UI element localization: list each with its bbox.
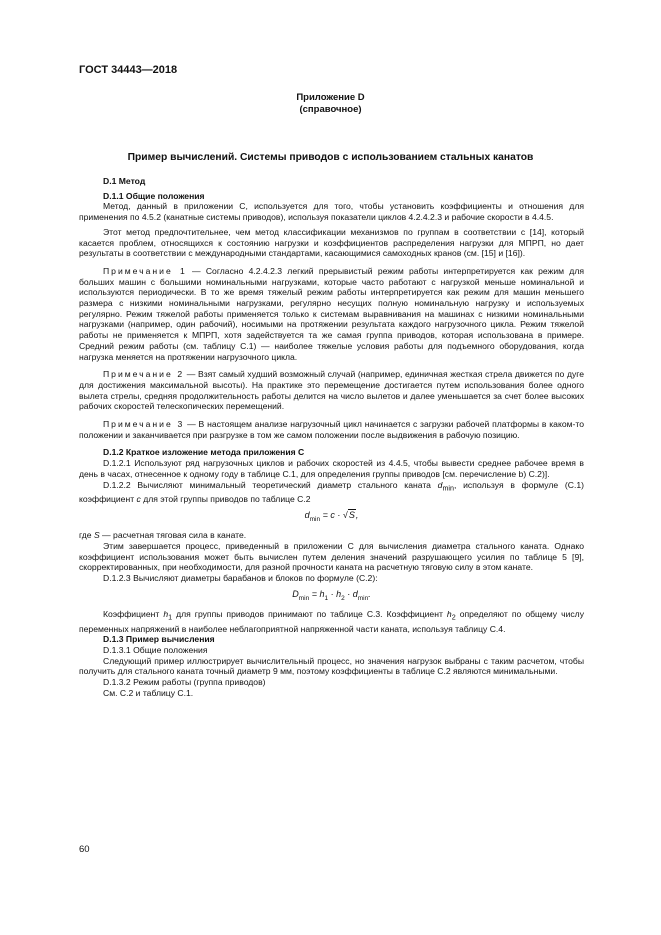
heading-d11: D.1.1 Общие положения: [103, 190, 205, 201]
paragraph: D.1.2.2 Вычисляют минимальный теоретический диаметр стального каната $d_{min}$, используя в формуле (С.1) коэффициент c для этой группы приводов по таблице С.2: [79, 479, 585, 504]
note-text: — Взят самый худший возможный случай (например, единичная жесткая стрела движется по дуге для достижения максимальной высоты). На практике это перемещение достигается путем использования более одного вылета стрелы, средняя продолжительность работы делится на число вылетов и далее уменьшается за счет более высоких рабочих скоростей телескопических перемещений.: [79, 369, 584, 412]
note-text: — Согласно 4.2.4.2.3 легкий прерывистый режим работы интерпретируется как режим для больших машин с большими номинальными нагрузками, которые часто работают с нагрузкой меньше номинальной и используются периодически. В то же время тяжелый режим работы интерпретируется как режим для машин меньшего размера с низкими номинальными нагрузками, регулярно несущих полную номинальную нагрузку и используемых регулярно. Режим тяжелой работы применяется только к системам выравнивания на машинах с низкими номинальными нагрузками (например, один рабочий), носимыми на протяжении результата каждого нагрузочного цикла. Режим тяжелой работы не применяется к МПРП, хотя задействуется та же самая группа приводов, которая использована в примере. Средний режим работы (см. таблицу С.1) — наиболее тяжелые условия работы для подъемного оборудования, когда нагрузка меняется на протяжении нагрузочного цикла.: [79, 265, 584, 362]
paragraph: Коэффициент $h_1$ для группы приводов принимают по таблице С.3. Коэффициент $h_2$ определяют по общему числу переменных напряжений в наиболее неблагоприятной напряженной части каната, используя таблицу С.4.: [79, 609, 584, 634]
heading-d13: D.1.3 Пример вычисления: [103, 634, 215, 645]
note-label: Примечание 2: [103, 369, 185, 380]
page-number: 60: [79, 844, 90, 855]
note-1: [79, 266, 584, 362]
paragraph: Метод, данный в приложении С, используется для того, чтобы установить коэффициенты и отношения для применения по 4.5.2 (канатные системы приводов), используя показатели циклов 4.2.4.2.3 и рабочие скорости в 4.4.5.: [79, 201, 584, 223]
heading-d1: D.1 Метод: [103, 176, 146, 186]
paragraph: где S — расчетная тяговая сила в канате.: [79, 530, 247, 541]
appendix-type: (справочное): [299, 104, 362, 115]
formula-c2: $D_{min} = h_1 \cdot h_2 \cdot d_{min}$.: [292, 588, 371, 602]
note-text: — В настоящем анализе нагрузочный цикл начинается с загрузки рабочей платформы в каком-то положении и заканчивается при разгрузке в том же самом положении после выдвижения в рабочую позицию.: [79, 419, 584, 440]
heading-d12: D.1.2 Краткое изложение метода приложения С: [103, 447, 305, 458]
note-3: [79, 419, 584, 440]
paragraph: Следующий пример иллюстрирует вычислительный процесс, но значения нагрузок выбраны с таким расчетом, чтобы получить для стального каната точный диаметр 9 мм, поэтому коэффициенты в таблице С.2 являются минимальными.: [79, 655, 584, 677]
subheading: D.1.3.2 Режим работы (группа приводов): [103, 677, 266, 688]
appendix-label: Приложение D: [296, 92, 365, 103]
formula-c1: $d_{min} = c \cdot √S$,: [304, 509, 359, 523]
paragraph: D.1.2.1 Используют ряд нагрузочных циклов и рабочих скоростей из 4.4.5, чтобы вывести среднее рабочее время в день в часах, отнесенное к одному году в таблице С.1, для определения группы приводов [см. перечисление b) С.2)].: [79, 458, 584, 479]
paragraph: Этим завершается процесс, приведенный в приложении С для вычисления диаметра стального каната. Однако коэффициент использования может быть вычислен путем деления значений разрушающего усилия по таблице 5 [9], скорректированных, при необходимости, для разной прочности каната на расчетную тяговую силу в этом канате.: [79, 540, 584, 573]
document-body: [79, 176, 584, 699]
note-2: [79, 369, 584, 412]
subheading: D.1.3.1 Общие положения: [103, 645, 208, 656]
paragraph: См. С.2 и таблицу С.1.: [103, 687, 194, 698]
paragraph: Этот метод предпочтительнее, чем метод классификации механизмов по группам в соответствии с [14], который касается проблем, относящихся к состоянию нагрузки и коэффициентов распределения нагрузки для МПРП, но дает результаты в соответствии с международными стандартами, касающимися самоходных кранов (см. [15] и [16]).: [79, 226, 584, 259]
note-label: Примечание 3: [103, 419, 185, 430]
note-label: Примечание 1: [103, 265, 187, 276]
paragraph: D.1.2.3 Вычисляют диаметры барабанов и блоков по формуле (С.2):: [103, 573, 378, 584]
section-title: Пример вычислений. Системы приводов с использованием стальных канатов: [127, 152, 534, 163]
document-header: ГОСТ 34443—2018: [79, 64, 178, 76]
